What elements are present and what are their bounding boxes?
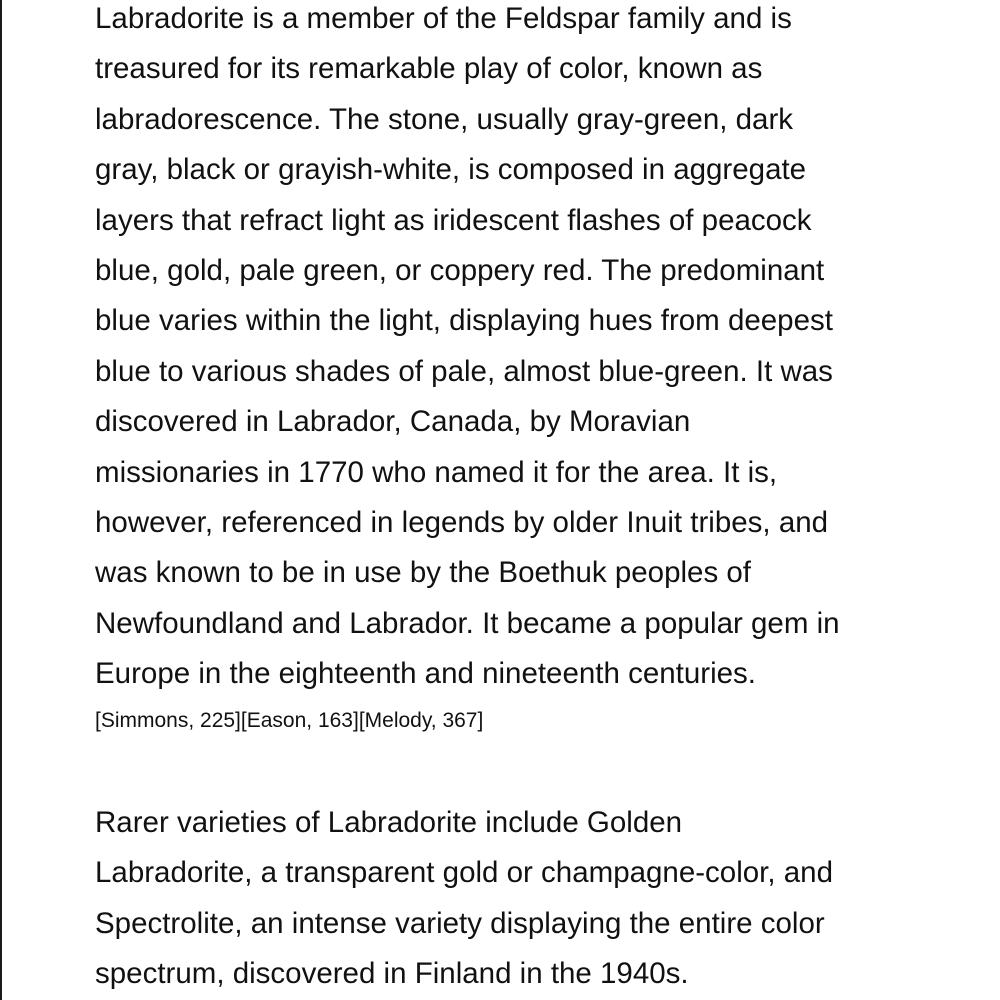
paragraph-labradorite-description <box>95 0 910 700</box>
paragraph-1-line: however, referenced in legends by older Inuit tribes, and <box>95 506 829 540</box>
citations: [Simmons, 225][Eason, 163][Melody, 367] <box>95 708 484 732</box>
paragraph-1-line: was known to be in use by the Boethuk peoples of <box>95 556 751 590</box>
paragraph-1-line: gray, black or grayish-white, is composed in aggregate <box>95 153 807 187</box>
paragraph-1-line: labradorescence. The stone, usually gray-green, dark <box>95 102 794 136</box>
paragraph-2-line: Spectrolite, an intense variety displaying the entire color <box>95 906 825 940</box>
paragraph-1-line: Labradorite is a member of the Feldspar family and is <box>95 2 792 35</box>
paragraph-1-line: blue, gold, pale green, or coppery red. The predominant <box>95 254 825 288</box>
paragraph-1-line: blue varies within the light, displaying hues from deepest <box>95 304 833 338</box>
left-border-line <box>0 0 2 1000</box>
article-body <box>95 0 910 999</box>
paragraph-2-line: spectrum, discovered in Finland in the 1940s. <box>95 956 689 990</box>
paragraph-1-line: discovered in Labrador, Canada, by Moravian <box>95 405 691 439</box>
paragraph-1-line: Europe in the eighteenth and nineteenth centuries. <box>95 657 756 691</box>
paragraph-1-line: missionaries in 1770 who named it for the area. It is, <box>95 455 778 489</box>
paragraph-1-line: treasured for its remarkable play of color, known as <box>95 52 763 86</box>
paragraph-2-line: Labradorite, a transparent gold or champagne-color, and <box>95 856 833 890</box>
paragraph-1-line: blue to various shades of pale, almost blue-green. It was <box>95 354 833 388</box>
paragraph-2-line: Rarer varieties of Labradorite include Golden <box>95 805 683 839</box>
paragraph-rarer-varieties <box>95 798 910 1000</box>
paragraph-1-line: layers that refract light as iridescent flashes of peacock <box>95 203 812 237</box>
paragraph-1-line: Newfoundland and Labrador. It became a popular gem in <box>95 606 840 640</box>
